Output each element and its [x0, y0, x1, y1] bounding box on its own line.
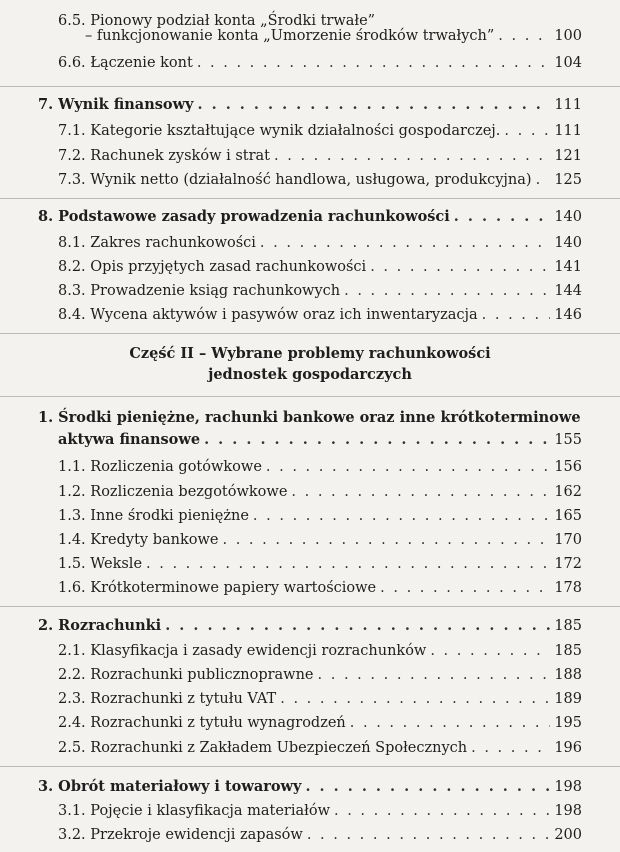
toc-entry-7-1	[58, 116, 582, 140]
toc-chapter-title: aktywa finansowe	[58, 431, 201, 448]
toc-entry-8-4	[58, 300, 582, 324]
toc-entry-label: 1.5. Weksle	[58, 556, 143, 572]
dot-leader	[307, 826, 551, 844]
toc-page-number: 104	[554, 55, 582, 71]
toc-entry-label: 1.2. Rozliczenia bezgotówkowe	[58, 484, 288, 500]
dot-leader	[536, 171, 551, 189]
toc-entry-p2-1-4	[58, 525, 582, 549]
toc-entry-p2-3-2	[58, 820, 582, 844]
toc-chapter-8	[38, 202, 582, 226]
dot-leader	[146, 555, 550, 573]
toc-entry-label: 6.6. Łączenie kont	[58, 55, 193, 71]
toc-entry-label: 2.4. Rozrachunki z tytułu wynagrodzeń	[58, 715, 346, 731]
toc-entry-label: 7.1. Kategorie kształtujące wynik działalności gospodarczej.	[58, 123, 501, 139]
toc-entry-7-2	[58, 141, 582, 165]
toc-page-number: 156	[554, 459, 582, 475]
toc-page-number: 140	[554, 235, 582, 251]
dot-leader	[350, 714, 551, 732]
toc-page-number: 195	[554, 715, 582, 731]
toc-entry-8-3	[58, 276, 582, 300]
toc-page-number: 185	[554, 643, 582, 659]
toc-entry-label: 1.6. Krótkoterminowe papiery wartościowe	[58, 580, 377, 596]
toc-page-number: 162	[554, 484, 582, 500]
toc-entry-p2-2-5	[58, 733, 582, 757]
dot-leader	[334, 802, 550, 820]
toc-chapter-p2-3	[38, 772, 582, 796]
toc-page-number: 111	[554, 97, 582, 113]
part-heading-line1: Część II – Wybrane problemy rachunkowości	[129, 345, 491, 362]
toc-entry-label: 8.1. Zakres rachunkowości	[58, 235, 256, 251]
toc-page-number: 141	[554, 259, 582, 275]
dot-leader	[454, 208, 551, 226]
toc-chapter-p2-1-line1: 1. Środki pieniężne, rachunki bankowe oraz inne krótkoterminowe	[38, 409, 581, 426]
toc-page-number: 111	[554, 123, 582, 139]
toc-entry-label: 2.3. Rozrachunki z tytułu VAT	[58, 691, 277, 707]
toc-entry-label: 1.4. Kredyty bankowe	[58, 532, 219, 548]
toc-entry-p2-1-6	[58, 573, 582, 597]
toc-entry-label: 8.4. Wycena aktywów i pasywów oraz ich inwentaryzacja	[58, 307, 478, 323]
toc-entry-label: 8.2. Opis przyjętych zasad rachunkowości	[58, 259, 367, 275]
toc-page-number: 121	[554, 148, 582, 164]
toc-entry-p2-2-2	[58, 660, 582, 684]
toc-entry-label: 1.3. Inne środki pieniężne	[58, 508, 249, 524]
toc-entry-label: – funkcjonowanie konta „Umorzenie środków trwałych”	[85, 28, 495, 44]
toc-page-number: 100	[554, 28, 582, 44]
dot-leader	[280, 690, 550, 708]
toc-chapter-p2-2	[38, 611, 582, 635]
toc-entry-6-5	[85, 21, 582, 45]
toc-entry-label: 7.2. Rachunek zysków i strat	[58, 148, 271, 164]
toc-entry-8-1	[58, 228, 582, 252]
dot-leader	[260, 234, 550, 252]
toc-page-number: 170	[554, 532, 582, 548]
toc-page-number: 198	[554, 803, 582, 819]
toc-entry-p2-2-3	[58, 684, 582, 708]
toc-page-number: 125	[554, 172, 582, 188]
toc-chapter-title: 3. Obrót materiałowy i towarowy	[38, 778, 302, 795]
toc-entry-label: 1.1. Rozliczenia gotówkowe	[58, 459, 262, 475]
toc-entry-label: 2.1. Klasyfikacja i zasady ewidencji rozrachunków	[58, 643, 427, 659]
section-divider	[0, 198, 620, 199]
toc-chapter-title: 2. Rozrachunki	[38, 617, 162, 634]
toc-page-number: 188	[554, 667, 582, 683]
toc-page-number: 146	[554, 307, 582, 323]
dot-leader	[291, 483, 550, 501]
toc-page-number: 200	[554, 827, 582, 843]
dot-leader	[482, 306, 551, 324]
dot-leader	[266, 458, 550, 476]
dot-leader	[204, 431, 550, 449]
section-divider	[0, 333, 620, 334]
toc-page-number: 185	[554, 618, 582, 634]
part-heading-line2: jednostek gospodarczych	[208, 366, 412, 383]
dot-leader	[253, 507, 550, 525]
toc-page-number: 172	[554, 556, 582, 572]
toc-page-number: 144	[554, 283, 582, 299]
dot-leader	[471, 739, 550, 757]
toc-entry-6-6	[58, 48, 582, 72]
toc-entry-label: 3.2. Przekroje ewidencji zapasów	[58, 827, 303, 843]
toc-entry-label: 7.3. Wynik netto (działalność handlowa, usługowa, produkcyjna)	[58, 172, 532, 188]
dot-leader	[504, 122, 550, 140]
toc-page-number: 140	[554, 209, 582, 225]
toc-chapter-7	[38, 90, 582, 114]
toc-entry-p2-2-4	[58, 708, 582, 732]
section-divider	[0, 606, 620, 607]
toc-entry-label: 8.3. Prowadzenie ksiąg rachunkowych	[58, 283, 341, 299]
toc-entry-p2-1-3	[58, 501, 582, 525]
dot-leader	[318, 666, 551, 684]
toc-page-number: 198	[554, 779, 582, 795]
toc-page-number: 165	[554, 508, 582, 524]
section-divider	[0, 86, 620, 87]
toc-page-number: 178	[554, 580, 582, 596]
dot-leader	[380, 579, 550, 597]
dot-leader	[498, 27, 550, 45]
dot-leader	[430, 642, 550, 660]
toc-entry-p2-2-1	[58, 636, 582, 660]
dot-leader	[344, 282, 550, 300]
dot-leader	[370, 258, 550, 276]
toc-page-number: 155	[554, 432, 582, 448]
toc-entry-label: 2.2. Rozrachunki publicznoprawne	[58, 667, 314, 683]
dot-leader	[198, 96, 551, 114]
toc-entry-7-3	[58, 165, 582, 189]
dot-leader	[274, 147, 550, 165]
toc-entry-p2-1-5	[58, 549, 582, 573]
toc-entry-p2-3-1	[58, 796, 582, 820]
toc-page-number: 196	[554, 740, 582, 756]
toc-entry-8-2	[58, 252, 582, 276]
section-divider	[0, 766, 620, 767]
toc-entry-p2-1-1	[58, 452, 582, 476]
toc-entry-label: 3.1. Pojęcie i klasyfikacja materiałów	[58, 803, 330, 819]
dot-leader	[223, 531, 551, 549]
toc-entry-label: 2.5. Rozrachunki z Zakładem Ubezpieczeń Społecznych	[58, 740, 468, 756]
toc-page-number: 189	[554, 691, 582, 707]
toc-chapter-title: 7. Wynik finansowy	[38, 96, 194, 113]
dot-leader	[305, 778, 550, 796]
toc-entry-6-5-line1: 6.5. Pionowy podział konta „Środki trwałe”	[58, 13, 376, 29]
section-divider	[0, 396, 620, 397]
dot-leader	[165, 617, 550, 635]
dot-leader	[197, 54, 551, 72]
toc-chapter-p2-1	[58, 425, 582, 449]
toc-chapter-title: 8. Podstawowe zasady prowadzenia rachunkowości	[38, 208, 450, 225]
toc-entry-p2-1-2	[58, 477, 582, 501]
